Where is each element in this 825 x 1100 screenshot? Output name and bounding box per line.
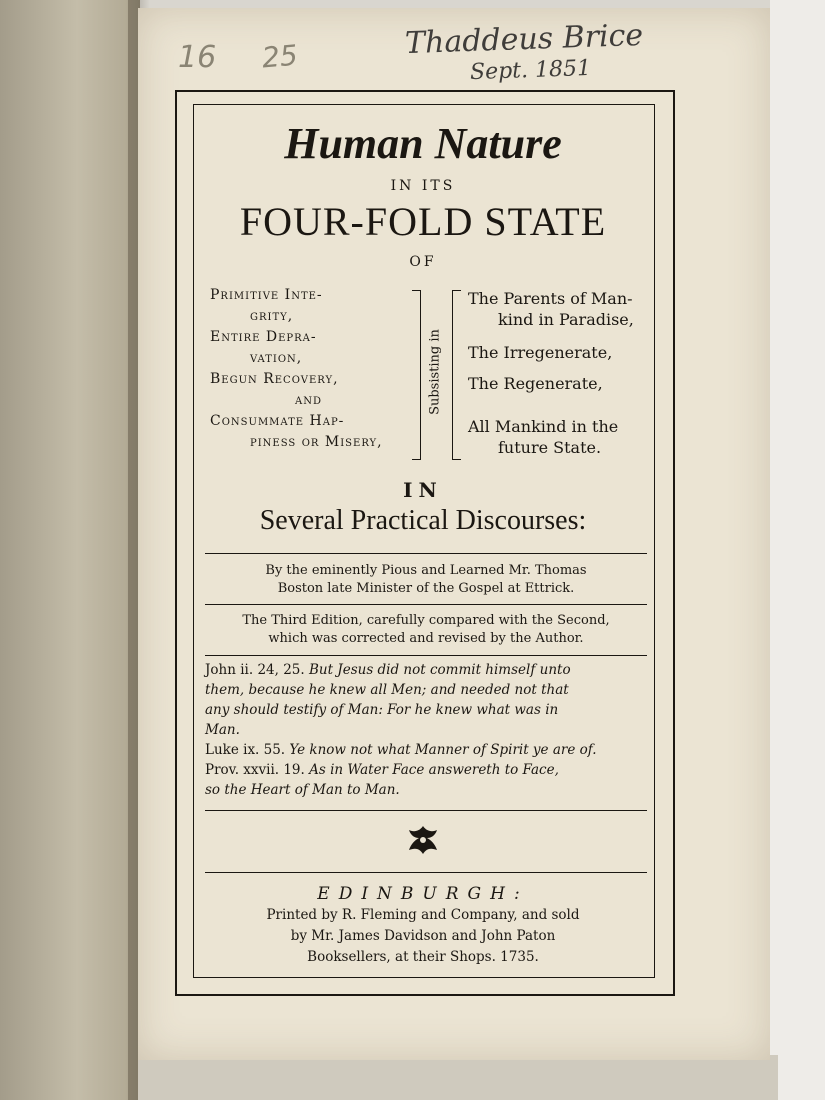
quote-text: any should testify of Man: For he knew what was in — [205, 702, 559, 718]
quote-line — [205, 680, 647, 700]
state-line: Primitive Inte- — [210, 287, 323, 303]
subsisting-in-label: Subsisting in — [427, 329, 443, 415]
left-brace — [412, 290, 421, 460]
imprint-line: Printed by R. Fleming and Company, and sold — [266, 907, 580, 923]
states-left-list — [210, 285, 415, 453]
state-line: vation, — [250, 350, 303, 366]
state-line: Consummate Hap- — [210, 413, 345, 429]
pencil-mark: 16 — [178, 40, 217, 75]
book-cover-edge — [0, 0, 140, 1100]
state-line: and — [295, 392, 322, 408]
state-line: The Regenerate, — [468, 374, 603, 393]
quote-line — [205, 740, 647, 760]
divider — [205, 872, 647, 873]
quote-ref: John ii. 24, 25. — [205, 662, 305, 678]
state-line: grity, — [250, 308, 294, 324]
divider — [205, 810, 647, 811]
divider — [205, 553, 647, 554]
quote-text: Ye know not what Manner of Spirit ye are of. — [289, 742, 597, 758]
author-line: By the eminently Pious and Learned Mr. Thomas — [265, 563, 587, 578]
printers-ornament-icon — [405, 822, 441, 858]
right-brace — [452, 290, 461, 460]
divider — [205, 604, 647, 605]
quote-line — [205, 780, 647, 800]
state-line: piness or Misery, — [250, 434, 383, 450]
quote-line — [205, 720, 647, 740]
pencil-mark: 25 — [260, 38, 300, 75]
imprint-city: EDINBURGH: — [317, 884, 529, 904]
title-of: OF — [409, 254, 437, 270]
quote-text: Man. — [205, 722, 240, 738]
quote-text: so the Heart of Man to Man. — [205, 782, 400, 798]
quote-ref: Luke ix. 55. — [205, 742, 286, 758]
title-in-its: IN ITS — [390, 178, 456, 194]
page-bottom-edge — [138, 1055, 778, 1100]
imprint-line: by Mr. James Davidson and John Paton — [290, 928, 556, 944]
edition-block — [205, 612, 647, 648]
state-line: future State. — [498, 438, 602, 457]
handwritten-owner-name: Thaddeus Brice — [404, 17, 644, 62]
author-line: Boston late Minister of the Gospel at Ettrick. — [277, 581, 575, 596]
quote-line — [205, 760, 647, 780]
title-fourfold-state: FOUR-FOLD STATE — [239, 199, 607, 244]
imprint-line: Booksellers, at their Shops. 1735. — [307, 949, 539, 965]
quote-line — [205, 700, 647, 720]
state-line: kind in Paradise, — [498, 310, 634, 329]
state-line: All Mankind in the — [468, 417, 619, 436]
state-line: The Irregenerate, — [468, 343, 613, 362]
background — [770, 0, 825, 1100]
states-right-list — [468, 288, 658, 458]
imprint-block — [193, 905, 653, 968]
state-line: Entire Depra- — [210, 329, 317, 345]
discourses-heading: Several Practical Discourses: — [259, 505, 587, 536]
book-title: Human Nature — [284, 119, 562, 168]
handwritten-date: Sept. 1851 — [469, 55, 592, 86]
scripture-quotes — [205, 660, 647, 800]
in-heading: IN — [403, 478, 443, 502]
quote-ref: Prov. xxvii. 19. — [205, 762, 305, 778]
quote-line — [205, 660, 647, 680]
author-block — [205, 562, 647, 598]
divider — [205, 655, 647, 656]
quote-text: But Jesus did not commit himself unto — [308, 662, 571, 678]
state-line: The Parents of Man- — [468, 289, 633, 308]
edition-line: which was corrected and revised by the Author. — [268, 631, 584, 646]
state-line: Begun Recovery, — [210, 371, 339, 387]
quote-text: As in Water Face answereth to Face, — [309, 762, 559, 778]
quote-text: them, because he knew all Men; and needed not that — [205, 682, 569, 698]
edition-line: The Third Edition, carefully compared with the Second, — [242, 613, 610, 628]
